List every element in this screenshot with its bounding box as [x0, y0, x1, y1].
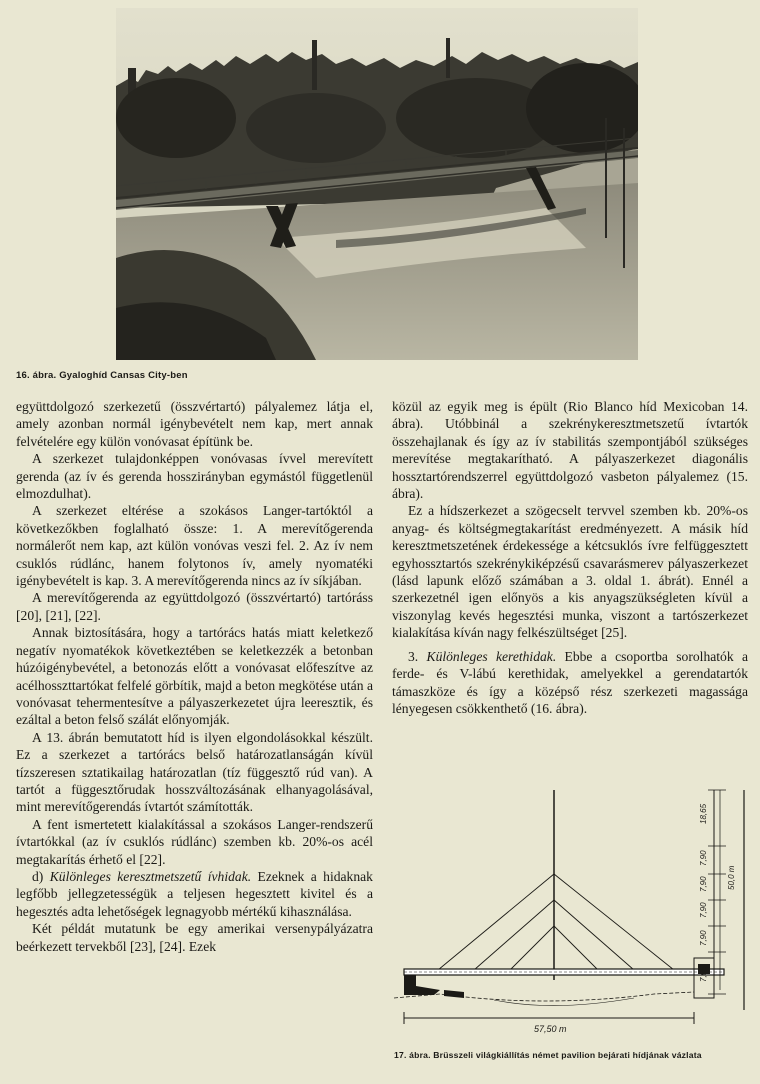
- paragraph: közül az egyik meg is épült (Rio Blanco híd Mexicoban 14. ábra). Utóbbinál a szekrénykeresztmetszetű ívtartók összehajlanak és így az ív stabilitás szempontjából szükséges merevítése megtakarítható. A pályaszerkezet diagonális hossztartórendszerrel együttdolgozó vasbeton pályalemez (15. ábra).: [392, 399, 748, 502]
- dimension-label: 7,90: [699, 902, 708, 918]
- section-d-title: Különleges keresztmetszetű ívhidak.: [49, 868, 252, 884]
- stay-cables: [438, 874, 674, 970]
- section-d-number: d): [32, 868, 50, 884]
- section-d-paragraph: [16, 868, 373, 920]
- height-label: 50,0 m: [727, 865, 736, 890]
- paragraph: A szerkezet eltérése a szokásos Langer-tartóktól a következőkben foglalható össze: 1. A merevítőgerenda normálerőt nem kap, azt külön vonóvas veszi fel. 2. Az ív nem csuklós rúdlánc, hanem folytonos ív, amely nyomatéki igénybevételt is kap. 3. A merevítőgerenda nincs az ív síkjában.: [16, 503, 373, 589]
- section-3-text: Ebbe a csoportba sorolhatók a ferde- és V-lábú kerethidak, amelyekkel a gerendatartók támaszköze és így a középső rész szerkezeti magassága lényegesen csökkenthető (16. ábra).: [392, 648, 748, 716]
- section-3-paragraph: [392, 648, 748, 718]
- section-d-text: Ezeknek a hidaknak legfőbb jellegzetességük a teljesen hegesztett kivitel és a hegesztés adta lehetőségek legnagyobb mértékű kihasználása.: [16, 868, 373, 919]
- dimension-label: 7,90: [699, 930, 708, 946]
- figure-17-caption: 17. ábra. Brüsszeli világkiállítás német pavilion bejárati hídjának vázlata: [394, 1050, 702, 1060]
- paragraph: A merevítőgerenda az együttdolgozó (összvértartó) tartóráss [20], [21], [22].: [16, 590, 373, 623]
- dimension-label: 7,90: [699, 876, 708, 892]
- paragraph: együttdolgozó szerkezetű (összvértartó) pályalemez látja el, amely azonban normál igénybevételt nem kap, mert annak felvételére egy külön vonóvasat építünk be.: [16, 399, 373, 449]
- paragraph: A 13. ábrán bemutatott híd is ilyen elgondolásokkal készült. Ez a szerkezet a tartórács belső határozatlanságán kívül tízszeresen sztatikailag határozatlan (tíz függesztő rúd van). A tartót a függesztőrudak hosszváltozásának elhanyagolásával, mint merevítőgerendás ívtartót számították.: [16, 729, 373, 815]
- dimension-label: 7,90: [699, 850, 708, 866]
- paragraph: Két példát mutatunk be egy amerikai versenypályázatra beérkezett tervekből [23], [24]. Ezek: [16, 921, 373, 954]
- bridge-sketch-diagram: [394, 780, 754, 1042]
- paragraph: Ez a hídszerkezet a szögecselt tervvel szemben kb. 20%-os anyag- és költségmegtakarítást eredményezett. A másik híd keresztmetszetének érdekessége a kétcsuklós ívre felfüggesztett egyhossztartós szekrénykiképzésű csavarásmerev pályaszerkezet (lásd lapunk előző számában a 3. oldal 1. ábrát). Ennél a szerkezetnél igen előnyös a kis anyagszükségleten kívül a viszonylag kevés hegesztési munka, viszont a tartószerkezet kialakítása kíván nagy felkészültséget [25].: [392, 503, 748, 641]
- paragraph: Annak biztosítására, hogy a tartórács hatás miatt keletkező negatív nyomatékok következtében se keletkezzék a betonban húzóigénybevétel, a betonozás előtt a vonóvasat előfeszítve az acélhosszttartókat felfelé görbítik, majd a beton megkötése után a vonóvasat tehermentesítve a pályaszerkezetet újra leeresztik, és ezáltal a beton felső szálát előnyomják.: [16, 625, 373, 728]
- dimension-label: 18,65: [699, 803, 708, 824]
- bridge-photograph: [116, 8, 638, 360]
- figure-16-caption: 16. ábra. Gyaloghíd Cansas City-ben: [16, 370, 188, 381]
- right-text-column: [392, 398, 748, 717]
- paragraph: A fent ismertetett kialakítással a szokásos Langer-rendszerű ívtartókkal (az ív csuklós rúdlánc) szemben kb. 20%-os acél megtakarítás érhető el [22].: [16, 816, 373, 867]
- dimension-label: 7,65: [699, 966, 708, 982]
- section-3-number: 3.: [408, 648, 427, 664]
- terrain-line: [394, 992, 694, 1001]
- paragraph: A szerkezet tulajdonképpen vonóvasas ívvel merevített gerenda (az ív és gerenda hosszirányban egymástól függetlenül elmozdulhat).: [16, 451, 373, 502]
- section-3-title: Különleges kerethidak.: [426, 648, 557, 664]
- span-label: 57,50 m: [534, 1024, 567, 1034]
- left-abutment: [404, 975, 440, 995]
- left-text-column: [16, 398, 373, 955]
